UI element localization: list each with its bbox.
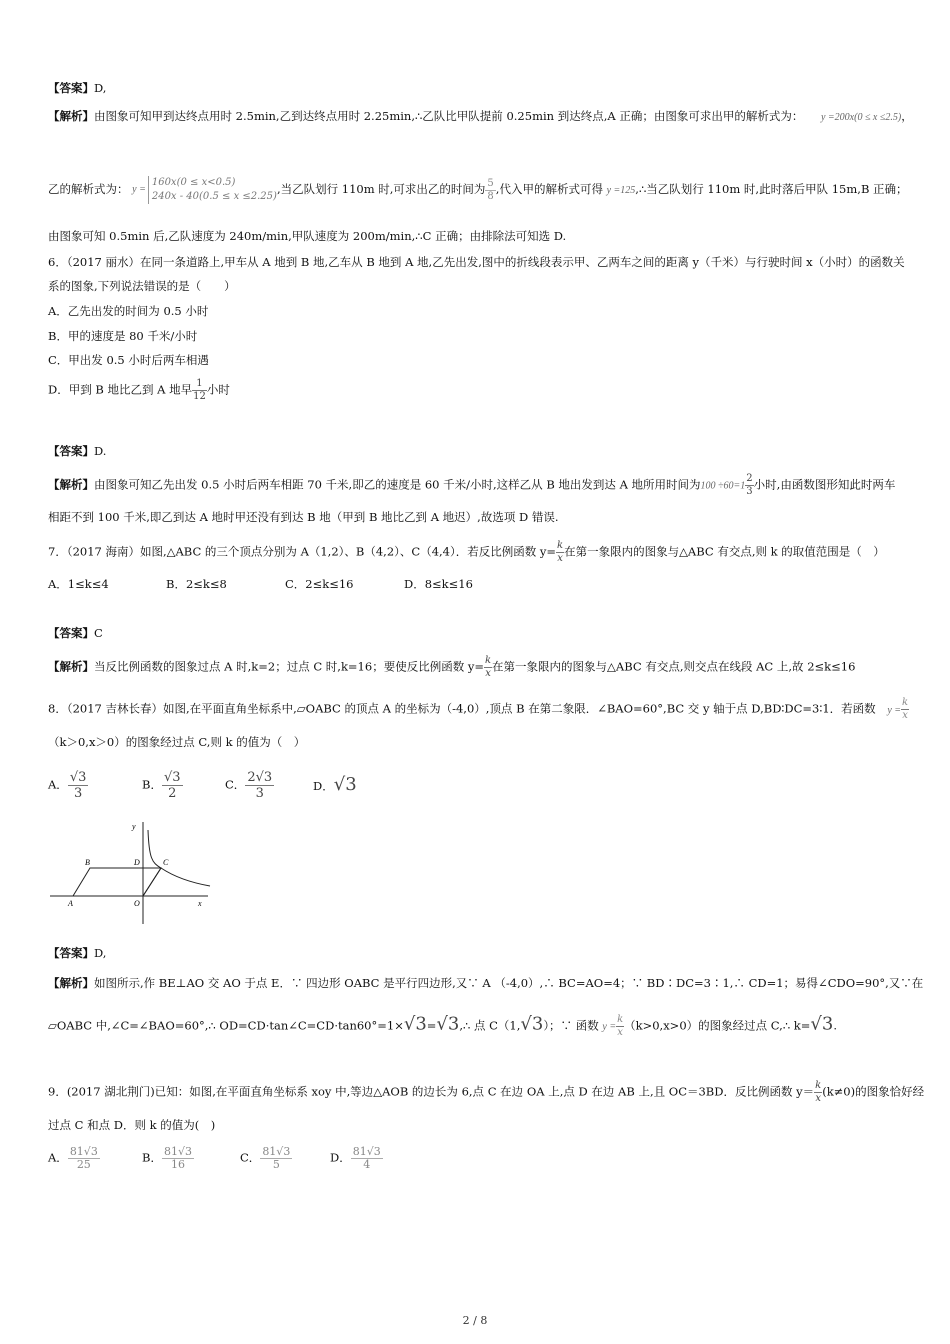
analysis-text: （k>0,x>0）的图象经过点 C,∴ k= bbox=[624, 1018, 811, 1033]
equation: y =200x(0 ≤ x ≤2.5) bbox=[820, 112, 902, 123]
fraction bbox=[901, 697, 909, 722]
analysis-text: 由图象可知乙先出发 0.5 小时后两车相距 70 千米,即乙的速度是 60 千米/小时,这样乙从 B 地出发到达 A 地所用时间为 bbox=[94, 477, 701, 492]
denominator: x bbox=[485, 668, 491, 679]
option-label: B． bbox=[142, 1150, 162, 1165]
analysis-text: 当反比例函数的图象过点 A 时,k=2；过点 C 时,k=16；要使反比例函数 y= bbox=[94, 659, 484, 674]
analysis-label: 【解析】 bbox=[48, 976, 94, 990]
sqrt-value: √3 bbox=[810, 1013, 834, 1035]
piece-1: 160x(0 ≤ x<0.5) bbox=[151, 177, 236, 188]
stem-text: 7．（2017 海南）如图,△ABC 的三个顶点分别为 A（1,2）、B（4,2）、C（4,4）．若反比例函数 y= bbox=[48, 544, 557, 559]
fraction bbox=[162, 770, 183, 801]
q8-option-d bbox=[313, 774, 357, 795]
analysis-text: ,代入甲的解析式可得 bbox=[495, 182, 603, 196]
option-label: C． bbox=[240, 1150, 261, 1165]
parallelogram bbox=[73, 868, 161, 896]
stem-text: 8．（2017 吉林长春）如图,在平面直角坐标系中,▱OABC 的顶点 A 的坐标为（-4,0）,顶点 B 在第二象限．∠BAO=60°,BC 交 y 轴于点 D,BD∶DC=3∶1．若函数 bbox=[48, 701, 876, 716]
q7-option-d: D．8≤k≤16 bbox=[404, 577, 473, 591]
denominator: 8 bbox=[487, 190, 494, 202]
answer-value: D, bbox=[94, 81, 107, 95]
q7-analysis bbox=[48, 655, 855, 680]
answer-label: 【答案】 bbox=[48, 444, 94, 458]
analysis-text: ▱OABC 中,∠C=∠BAO=60°,∴ OD=CD·tan∠C=CD·tan60°=1× bbox=[48, 1018, 404, 1033]
numerator: k bbox=[815, 1080, 822, 1091]
stem-text: 在第一象限内的图象与△ABC 有交点,则 k 的取值范围是（ ） bbox=[564, 544, 885, 559]
analysis-text: ）；∵ 函数 bbox=[543, 1018, 599, 1033]
fraction bbox=[556, 540, 564, 565]
fraction bbox=[485, 178, 495, 203]
q9-stem-1 bbox=[48, 1080, 924, 1105]
sqrt-value: √3 bbox=[520, 1013, 544, 1035]
punct: ， bbox=[901, 109, 913, 123]
fraction bbox=[745, 473, 753, 498]
label-c: C bbox=[163, 858, 169, 867]
sqrt-value: √3 bbox=[403, 1013, 427, 1035]
q7-stem bbox=[48, 540, 885, 565]
analysis-text: 由图象可知甲到达终点用时 2.5min,乙到达终点用时 2.25min,∴乙队比甲队提前 0.25min 到达终点,A 正确；由图象可求出甲的解析式为： bbox=[94, 109, 804, 123]
fraction bbox=[192, 378, 207, 403]
numerator: 2√3 bbox=[247, 770, 273, 785]
answer-value: D. bbox=[94, 444, 107, 458]
punct: . bbox=[833, 1018, 837, 1033]
side-oc bbox=[143, 868, 161, 896]
q6-option-a: A．乙先出发的时间为 0.5 小时 bbox=[48, 304, 209, 318]
answer-label: 【答案】 bbox=[48, 626, 94, 640]
analysis-line-5b bbox=[48, 176, 908, 204]
fraction bbox=[260, 1146, 292, 1171]
numerator: k bbox=[617, 1014, 624, 1025]
denominator: 5 bbox=[272, 1158, 280, 1171]
numerator: 5 bbox=[487, 177, 494, 189]
denominator: 4 bbox=[363, 1158, 371, 1171]
q8-answer bbox=[48, 945, 106, 961]
q9-option-b bbox=[142, 1146, 194, 1171]
denominator: x bbox=[815, 1093, 821, 1104]
analysis-text: 乙的解析式为： bbox=[48, 182, 129, 196]
numerator: k bbox=[557, 540, 564, 551]
option-label: A． bbox=[48, 777, 68, 792]
q7-option-c: C．2≤k≤16 bbox=[285, 577, 354, 591]
answer-value: C bbox=[94, 626, 103, 640]
q6-answer bbox=[48, 443, 106, 459]
equation: y =125 bbox=[606, 185, 636, 196]
q8-option-c bbox=[225, 770, 274, 801]
equals: = bbox=[426, 1018, 437, 1033]
fraction bbox=[616, 1014, 624, 1039]
analysis-text: 在第一象限内的图象与△ABC 有交点,则交点在线段 AC 上,故 2≤k≤16 bbox=[492, 659, 856, 674]
option-label: C． bbox=[225, 777, 246, 792]
label-y: y bbox=[132, 822, 136, 831]
q9-option-c bbox=[240, 1146, 292, 1171]
option-label: B． bbox=[142, 777, 162, 792]
answer-value: D, bbox=[94, 946, 107, 960]
analysis-label: 【解析】 bbox=[48, 109, 94, 123]
q9-stem-2: 过点 C 和点 D．则 k 的值为( ) bbox=[48, 1118, 216, 1132]
denominator: 2 bbox=[168, 786, 177, 801]
q6-option-b: B．甲的速度是 80 千米/小时 bbox=[48, 329, 198, 343]
analysis-text: ,∴ 点 C（1, bbox=[459, 1018, 521, 1033]
denominator: 3 bbox=[255, 786, 264, 801]
fraction bbox=[351, 1146, 383, 1171]
analysis-label: 【解析】 bbox=[48, 659, 94, 674]
q6-option-d bbox=[48, 378, 230, 403]
option-label: A． bbox=[48, 1150, 68, 1165]
fraction bbox=[68, 770, 89, 801]
q9-option-a bbox=[48, 1146, 100, 1171]
denominator: x bbox=[557, 553, 563, 564]
fraction bbox=[814, 1080, 822, 1105]
equation: y = bbox=[602, 1021, 617, 1033]
denominator: 3 bbox=[746, 486, 753, 497]
denominator: x bbox=[617, 1027, 623, 1038]
numerator: k bbox=[484, 655, 492, 666]
denominator: 12 bbox=[193, 391, 206, 402]
equation: y = bbox=[887, 704, 902, 716]
q7-option-a: A．1≤k≤4 bbox=[48, 577, 109, 591]
numerator: 81√3 bbox=[69, 1145, 98, 1158]
q6-option-c: C．甲出发 0.5 小时后两车相遇 bbox=[48, 353, 209, 367]
analysis-text: ,当乙队划行 110m 时,可求出乙的时间为 bbox=[276, 182, 486, 196]
option-text: 小时 bbox=[206, 382, 230, 397]
option-label: D． bbox=[330, 1150, 351, 1165]
analysis-label: 【解析】 bbox=[48, 477, 94, 492]
fraction bbox=[68, 1146, 100, 1171]
label-o: O bbox=[134, 899, 140, 908]
stem-text: 9．(2017 湖北荆门)已知：如图,在平面直角坐标系 xoy 中,等边△AOB 的边长为 6,点 C 在边 OA 上,点 D 在边 AB 上,且 OC＝3BD．反比例函数 y＝ bbox=[48, 1084, 815, 1099]
numerator: 81√3 bbox=[262, 1145, 291, 1158]
numerator: 2 bbox=[746, 473, 753, 484]
equation: y = bbox=[132, 184, 146, 195]
q7-answer bbox=[48, 625, 103, 641]
analysis-text: 如图所示,作 BE⊥AO 交 AO 于点 E．∵ 四边形 OABC 是平行四边形,又∵ A （-4,0）,∴ BC=AO=4；∵ BD∶DC=3∶1,∴ CD=1；易得∠CDO=90°,又∵在 bbox=[94, 976, 924, 990]
analysis-line-5c: 由图象可知 0.5min 后,乙队速度为 240m/min,甲队速度为 200m/min,∴C 正确；由排除法可知选 D. bbox=[48, 229, 567, 243]
fraction bbox=[162, 1146, 194, 1171]
q8-option-a bbox=[48, 770, 88, 801]
numerator: 1 bbox=[192, 378, 207, 391]
q6-analysis-1 bbox=[48, 473, 895, 498]
q9-option-d bbox=[330, 1146, 383, 1171]
numerator: √3 bbox=[69, 770, 87, 785]
option-label: D． bbox=[313, 779, 334, 793]
q8-option-b bbox=[142, 770, 183, 801]
answer-line-5 bbox=[48, 80, 106, 96]
label-a: A bbox=[68, 899, 73, 908]
q8-stem-1 bbox=[48, 697, 909, 722]
denominator: x bbox=[902, 710, 908, 721]
analysis-text: 小时,由函数图形知此时两车 bbox=[753, 477, 896, 492]
q6-stem-1: 6．（2017 丽水）在同一条道路上,甲车从 A 地到 B 地,乙车从 B 地到 A 地,乙先出发,图中的折线段表示甲、乙两车之间的距离 y（千米）与行驶时间 x（小时）的函数关 bbox=[48, 255, 905, 269]
piecewise-function bbox=[148, 176, 277, 204]
q6-stem-2: 系的图象,下列说法错误的是（ ） bbox=[48, 279, 236, 293]
page-number: 2 / 8 bbox=[462, 1314, 488, 1327]
numerator: k bbox=[902, 697, 909, 708]
q6-analysis-2: 相距不到 100 千米,即乙到达 A 地时甲还没有到达 B 地（甲到 B 地比乙到 A 地迟）,故选项 D 错误. bbox=[48, 510, 559, 524]
analysis-text: ,∴当乙队划行 110m 时,此时落后甲队 15m,B 正确； bbox=[635, 182, 908, 196]
fraction bbox=[245, 770, 274, 801]
stem-text: (k≠0)的图象恰好经 bbox=[822, 1084, 925, 1099]
q8-stem-2: （k＞0,x＞0）的图象经过点 C,则 k 的值为（ ） bbox=[48, 735, 306, 749]
answer-label: 【答案】 bbox=[48, 81, 94, 95]
analysis-line-5a bbox=[48, 108, 913, 126]
answer-label: 【答案】 bbox=[48, 946, 94, 960]
hyperbola-curve bbox=[148, 830, 210, 886]
denominator: 25 bbox=[76, 1158, 91, 1171]
fraction bbox=[484, 655, 492, 680]
sqrt-value: √3 bbox=[436, 1013, 460, 1035]
q8-figure bbox=[48, 818, 218, 928]
denominator: 16 bbox=[170, 1158, 185, 1171]
piece-2: 240x - 40(0.5 ≤ x ≤2.25) bbox=[151, 191, 277, 202]
label-d: D bbox=[134, 858, 140, 867]
q8-analysis-2 bbox=[48, 1014, 837, 1039]
q7-option-b: B．2≤k≤8 bbox=[166, 577, 227, 591]
numerator: 81√3 bbox=[163, 1145, 192, 1158]
calculation: 100 ÷60=1 bbox=[700, 480, 746, 492]
label-b: B bbox=[85, 858, 90, 867]
numerator: 81√3 bbox=[352, 1145, 381, 1158]
option-text: D．甲到 B 地比乙到 A 地早 bbox=[48, 382, 193, 397]
option-value: √3 bbox=[333, 774, 357, 795]
numerator: √3 bbox=[163, 770, 181, 785]
q8-analysis-1 bbox=[48, 975, 923, 991]
denominator: 3 bbox=[73, 786, 83, 801]
label-x: x bbox=[198, 899, 202, 908]
